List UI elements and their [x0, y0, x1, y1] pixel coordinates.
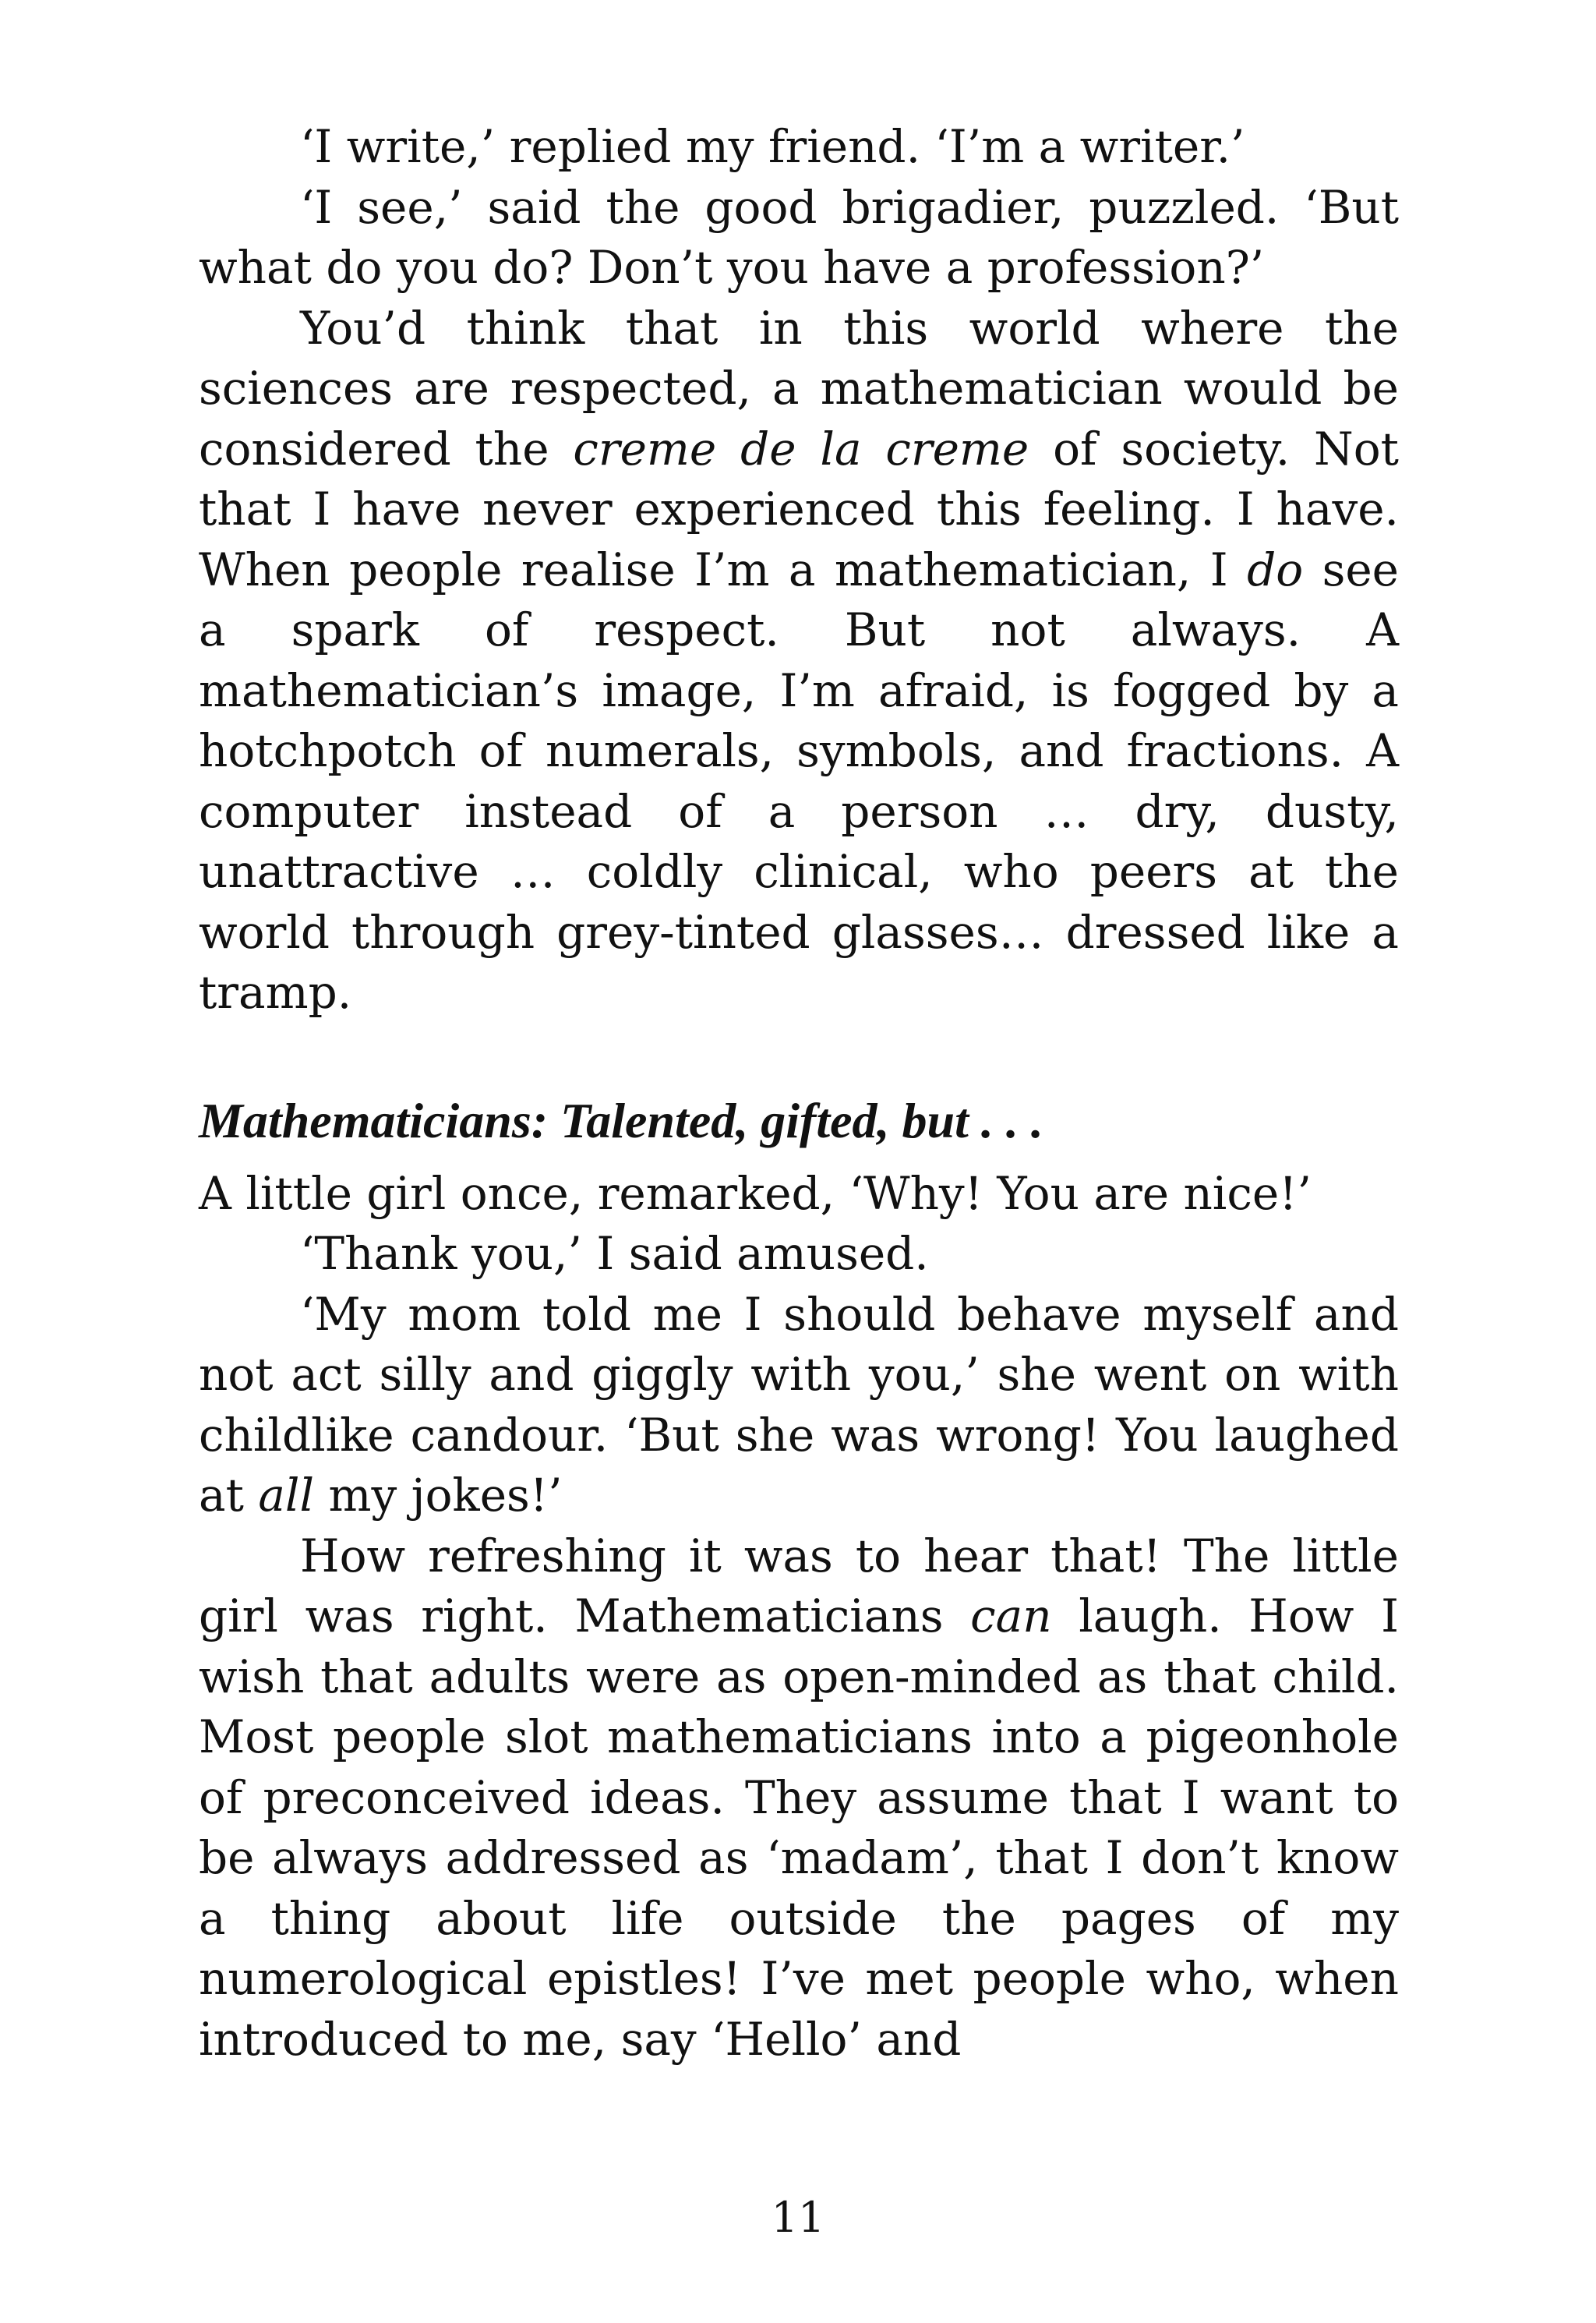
paragraph-6: [199, 1285, 1399, 1526]
paragraph-3-part-3: see a spark of respect. But not always. A mathematician’s image, I’m afraid, is fogged by a hotchpotch of numerals, symbols, and fractions. A computer instead of a person … dry, dusty, unattractive … coldly clinical, who peers at the world through grey-tinted glasses… dressed like a tramp.: [199, 543, 1399, 1019]
section-heading: Mathematicians: Talented, gifted, but . . .: [199, 1092, 1043, 1148]
paragraph-3-emphasis-2: do: [1247, 543, 1304, 596]
paragraph-3: [199, 299, 1399, 1024]
paragraph-3-part-2: of society. Not that I have never experienced this feeling. I have. When people realise I’m a mathematician, I: [199, 422, 1399, 596]
page-body: [199, 117, 1399, 2070]
paragraph-6-part-1: ‘My mom told me I should behave myself and not act silly and giggly with you,’ she went on with childlike candour. ‘But she was wrong! You laughed at: [199, 1287, 1399, 1522]
paragraph-6-emphasis-1: all: [258, 1469, 315, 1522]
section-gap: [199, 1024, 1399, 1086]
paragraph-5: ‘Thank you,’ I said amused.: [300, 1227, 929, 1280]
paragraph-1: ‘I write,’ replied my friend. ‘I’m a writer.’: [300, 120, 1245, 173]
page-number: 11: [771, 2193, 825, 2242]
paragraph-3-emphasis-1: creme de la creme: [573, 422, 1029, 476]
paragraph-6-part-2: my jokes!’: [314, 1469, 563, 1522]
paragraph-3-part-1: You’d think that in this world where the sciences are respected, a mathematician would be considered the: [199, 301, 1399, 476]
paragraph-7-part-1: How refreshing it was to hear that! The little girl was right. Mathematicians: [199, 1529, 1399, 1642]
paragraph-2-text: ‘I see,’ said the good brigadier, puzzled. ‘But what do you do? Don’t you have a profession?’: [199, 180, 1399, 294]
paragraph-7-emphasis-1: can: [970, 1589, 1052, 1642]
paragraph-4: A little girl once, remarked, ‘Why! You are nice!’: [199, 1166, 1312, 1220]
paragraph-7: [199, 1526, 1399, 2070]
paragraph-2: [199, 178, 1399, 299]
paragraph-7-part-2: laugh. How I wish that adults were as open-minded as that child. Most people slot mathematicians into a pigeonhole of preconceived ideas. They assume that I want to be always addressed as ‘madam’, that I don’t know a thing about life outside the pages of my numerological epistles! I’ve met people who, when introduced to me, say ‘Hello’ and: [199, 1589, 1399, 2066]
